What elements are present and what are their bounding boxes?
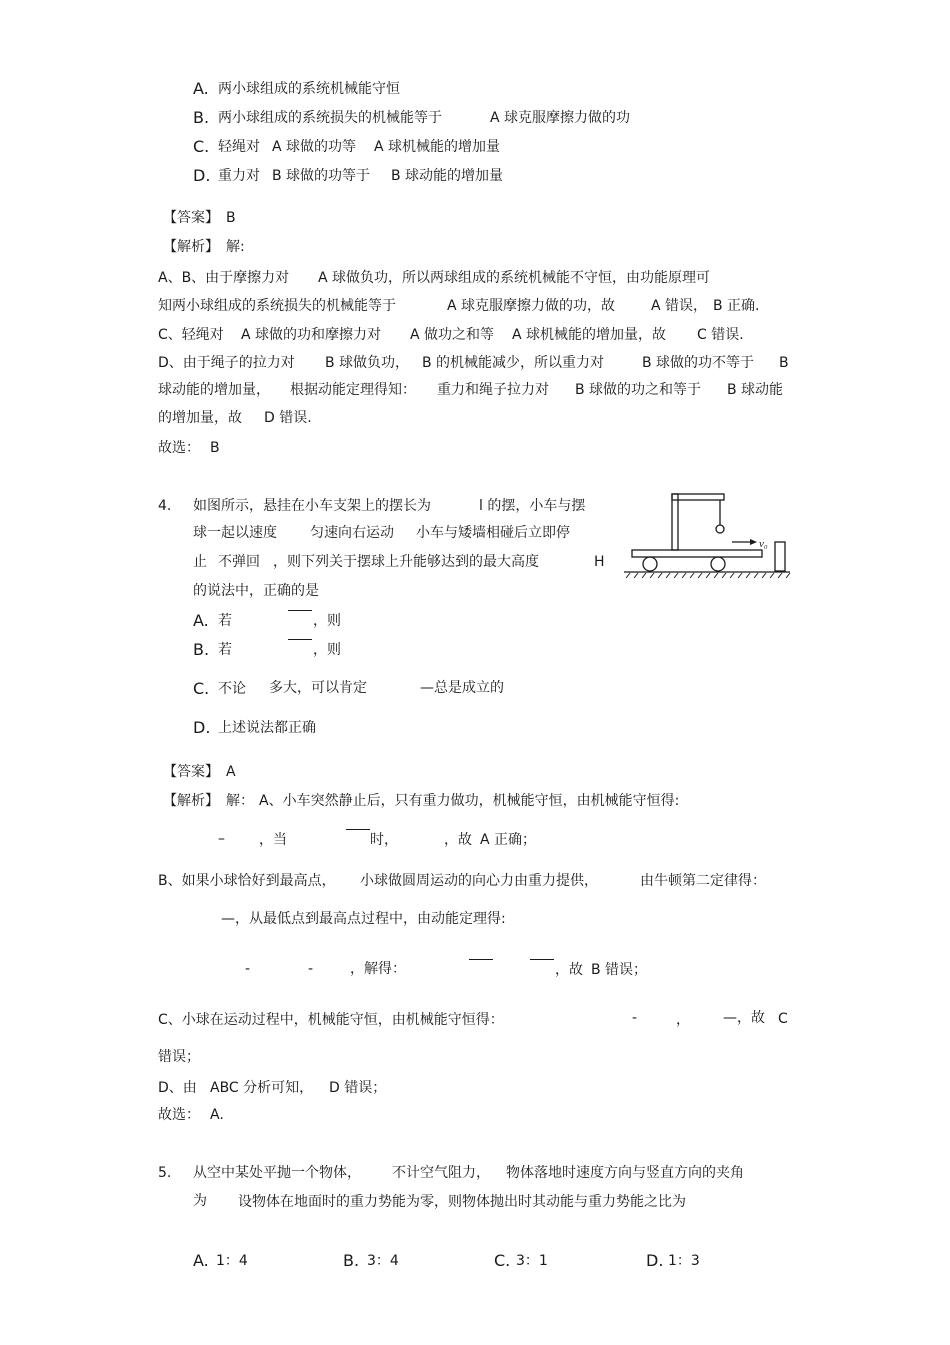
answer-label: 【答案】	[163, 210, 219, 226]
q4-option-a-text: 若	[218, 613, 232, 629]
q3-option-c-text: A 球机械能的增加量	[374, 139, 501, 155]
analysis-text: A 球做的功和摩擦力对	[241, 327, 382, 343]
question-text: H	[594, 554, 605, 570]
q4-option-d-letter: D.	[193, 718, 211, 737]
q3-option-a-letter: A.	[193, 79, 209, 98]
low-wall	[775, 542, 785, 571]
analysis-text: -	[632, 1010, 638, 1026]
question-text: 设物体在地面时的重力势能为零，则物体抛出时其动能与重力势能之比为	[238, 1194, 686, 1210]
fraction-bar	[469, 959, 493, 960]
support-beam	[672, 494, 724, 500]
analysis-text: B 球做负功，	[325, 355, 410, 371]
q3-option-d-text: B 球动能的增加量	[391, 168, 504, 184]
q4-option-a-letter: A.	[193, 611, 209, 630]
cart-wheel-right	[711, 557, 725, 571]
analysis-text: B、如果小球恰好到最高点，	[158, 873, 336, 889]
question-text: 止	[193, 554, 207, 570]
question-text: l 的摆，小车与摆	[479, 498, 586, 514]
analysis-text: B 球做的功不等于	[642, 355, 755, 371]
question-text: 为	[193, 1193, 207, 1209]
fraction-bar	[530, 959, 554, 960]
question-text: 物体落地时速度方向与竖直方向的夹角	[506, 1165, 744, 1181]
analysis-text: 知两小球组成的系统损失的机械能等于	[158, 298, 396, 314]
answer-value: A	[226, 764, 236, 780]
analysis-text: D、由于绳子的拉力对	[158, 355, 295, 371]
q3-option-b-text: 两小球组成的系统损失的机械能等于	[218, 110, 442, 126]
q5-option-a-text: 1：4	[216, 1253, 248, 1269]
analysis-text: 的增加量，故	[158, 410, 242, 426]
analysis-text: 根据动能定理得知：	[290, 382, 416, 398]
q5-option-d-text: 1：3	[668, 1253, 700, 1269]
q3-option-c-letter: C.	[193, 137, 210, 156]
analysis-text: A 错误，	[651, 298, 708, 314]
analysis-text: 故选：	[158, 440, 200, 456]
analysis-text: C 错误.	[697, 327, 744, 343]
analysis-text: D 错误.	[264, 410, 312, 426]
analysis-label: 【解析】	[163, 793, 219, 809]
analysis-text: A 正确；	[480, 832, 537, 848]
question-text: 不计空气阻力，	[392, 1165, 490, 1181]
q4-option-c-text: —总是成立的	[420, 680, 504, 696]
question-text: 的说法中，正确的是	[193, 583, 319, 599]
q3-option-d-text: 重力对	[218, 168, 260, 184]
cart-platform	[632, 550, 762, 557]
analysis-text: 故选：	[158, 1107, 200, 1123]
analysis-text: D 错误；	[329, 1080, 387, 1096]
analysis-text: A.	[210, 1107, 224, 1123]
question-text: 不弹回	[218, 554, 260, 570]
question-number: 4.	[158, 498, 172, 514]
analysis-text: B 正确.	[713, 298, 760, 314]
q4-option-c-letter: C.	[193, 679, 210, 698]
fraction-bar	[346, 829, 370, 830]
analysis-text: B 的机械能减少，所以重力对	[422, 355, 605, 371]
fraction-bar	[288, 639, 312, 640]
analysis-text: —，故	[723, 1010, 765, 1026]
q5-option-a-letter: A.	[193, 1251, 209, 1270]
analysis-label: 【解析】	[163, 239, 219, 255]
analysis-text: B	[210, 440, 220, 456]
q5-option-c-letter: C.	[494, 1251, 511, 1270]
analysis-text: —，从最低点到最高点过程中，由动能定理得:	[221, 911, 506, 927]
q3-option-c-text: A 球做的功等	[272, 139, 357, 155]
analysis-text: A 球克服摩擦力做的功，故	[447, 298, 616, 314]
analysis-text: –	[218, 831, 225, 847]
analysis-text: 错误；	[158, 1049, 200, 1065]
q5-option-b-letter: B.	[343, 1251, 360, 1270]
cart-pendulum-figure	[620, 490, 795, 580]
question-text: 如图所示，悬挂在小车支架上的摆长为	[193, 498, 431, 514]
analysis-text: A 做功之和等	[410, 327, 495, 343]
analysis-text: ，解得：	[350, 961, 406, 977]
analysis-text: B 错误；	[591, 962, 648, 978]
analysis-text: A、小车突然静止后，只有重力做功，机械能守恒，由机械能守恒得:	[259, 793, 680, 809]
answer-label: 【答案】	[163, 764, 219, 780]
q3-option-d-letter: D.	[193, 166, 211, 185]
q3-option-a-text: 两小球组成的系统机械能守恒	[218, 81, 400, 97]
answer-value: B	[226, 210, 236, 226]
q4-option-b-text: ，则	[313, 642, 341, 658]
analysis-text: -	[308, 961, 314, 977]
analysis-text: 重力和绳子拉力对	[437, 382, 549, 398]
analysis-text: ABC 分析可知，	[210, 1080, 314, 1096]
question-text: 从空中某处平抛一个物体，	[193, 1165, 361, 1181]
analysis-text: -	[245, 961, 251, 977]
pendulum-bob	[716, 525, 724, 533]
analysis-text: A 球做负功，所以两球组成的系统机械能不守恒，由功能原理可	[318, 270, 711, 286]
question-number: 5.	[158, 1165, 172, 1181]
q4-option-d-text: 上述说法都正确	[218, 720, 316, 736]
cart-wheel-left	[643, 557, 657, 571]
question-text: ，则下列关于摆球上升能够达到的最大高度	[273, 554, 539, 570]
analysis-intro: 解:	[226, 239, 245, 255]
analysis-text: 由牛顿第二定律得：	[640, 873, 766, 889]
velocity-label: v₀	[759, 538, 768, 550]
analysis-text: C	[778, 1011, 788, 1027]
question-text: 小车与矮墙相碰后立即停	[416, 525, 570, 541]
question-text: 球一起以速度	[193, 525, 277, 541]
analysis-text: ，故	[444, 832, 472, 848]
analysis-text: 小球做圆周运动的向心力由重力提供，	[360, 873, 598, 889]
q3-option-c-text: 轻绳对	[218, 139, 260, 155]
analysis-text: A 球机械能的增加量，故	[512, 327, 667, 343]
analysis-text: B	[779, 355, 789, 371]
analysis-text: ，当	[259, 832, 287, 848]
analysis-intro: 解：	[226, 793, 254, 809]
q3-option-d-text: B 球做的功等于	[272, 168, 371, 184]
q3-option-b-letter: B.	[193, 108, 210, 127]
q3-option-b-text: A 球克服摩擦力做的功	[490, 110, 631, 126]
analysis-text: ，	[676, 1012, 690, 1028]
q4-option-b-letter: B.	[193, 640, 210, 659]
q5-option-b-text: 3：4	[367, 1253, 399, 1269]
analysis-text: C、轻绳对	[158, 327, 224, 343]
analysis-text: C、小球在运动过程中，机械能守恒，由机械能守恒得：	[158, 1012, 504, 1028]
q4-option-a-text: ，则	[313, 613, 341, 629]
support-post	[672, 494, 678, 550]
fraction-bar	[288, 610, 312, 611]
q4-option-c-text: 多大，可以肯定	[269, 680, 367, 696]
question-text: 匀速向右运动	[310, 525, 394, 541]
analysis-text: 时，	[370, 832, 398, 848]
analysis-text: D、由	[158, 1080, 197, 1096]
q4-option-b-text: 若	[218, 642, 232, 658]
q4-option-c-text: 不论	[218, 681, 246, 697]
analysis-text: A、B、由于摩擦力对	[158, 270, 290, 286]
analysis-text: 球动能的增加量，	[158, 382, 270, 398]
analysis-text: B 球动能	[727, 382, 784, 398]
q5-option-d-letter: D.	[646, 1251, 664, 1270]
analysis-text: ，故	[555, 962, 583, 978]
analysis-text: B 球做的功之和等于	[575, 382, 702, 398]
arrow-head	[750, 539, 757, 545]
q5-option-c-text: 3：1	[516, 1253, 548, 1269]
